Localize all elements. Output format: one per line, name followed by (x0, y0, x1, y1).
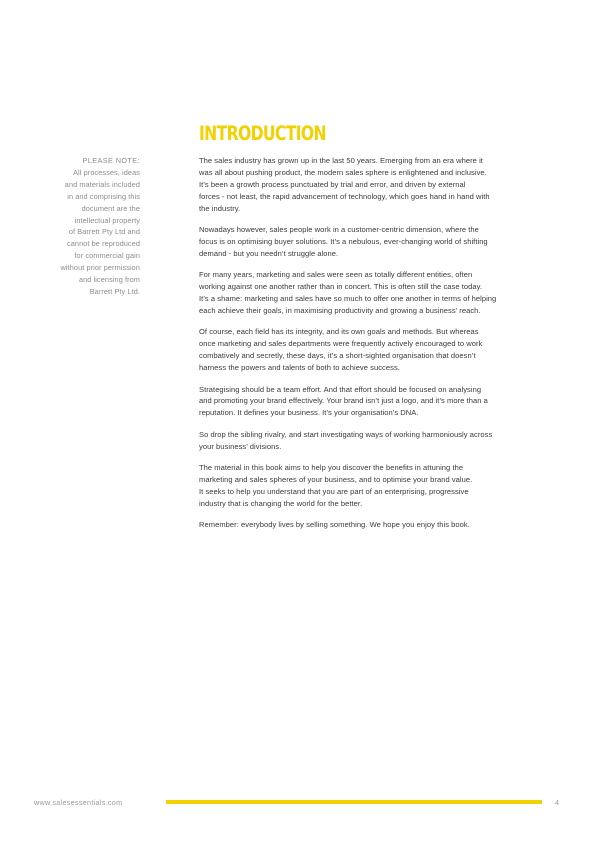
note-line: Barrett Pty Ltd. (89, 286, 140, 296)
text-line: It’s been a growth process punctuated by trial and error, and driven by external (199, 179, 466, 189)
text-line: combatively and secretly, these days, it’s a short-sighted organisation that doesn’t (199, 351, 476, 361)
paragraph (199, 384, 564, 420)
page-number: 4 (555, 798, 559, 807)
note-line: and licensing from (78, 275, 140, 285)
note-line: without prior permission (60, 263, 140, 273)
text-line: the industry. (199, 203, 241, 213)
text-line: reputation. It defines your business. It’s your organisation’s DNA. (199, 408, 419, 418)
note-line: cannot be reproduced (67, 239, 140, 249)
text-line: For many years, marketing and sales were seen as totally different entities, often (199, 270, 473, 280)
note-line: for commercial gain (74, 251, 140, 261)
note-title: PLEASE NOTE: (82, 156, 140, 165)
text-line: and promoting your brand effectively. Your brand isn’t just a logo, and it’s more than a (199, 396, 488, 406)
note-line: of Barrett Pty Ltd and (68, 227, 140, 237)
text-line: Nowadays however, sales people work in a customer-centric dimension, where the (199, 225, 479, 235)
paragraph (199, 224, 564, 260)
text-line: was all about pushing product, the modern sales sphere is enlightened and inclusive. (199, 167, 487, 177)
text-line: So drop the sibling rivalry, and start investigating ways of working harmoniously across (199, 429, 493, 439)
paragraph (199, 269, 564, 317)
text-line: focus is on optimising buyer solutions. It’s a nebulous, ever-changing world of shifting (199, 236, 488, 246)
text-line: Of course, each field has its integrity, and its own goals and methods. But whereas (199, 327, 479, 337)
page-heading: INTRODUCTION (199, 122, 326, 145)
body-text (199, 155, 564, 541)
text-line: marketing and sales spheres of your business, and to optimise your brand value. (199, 474, 473, 484)
text-line: The material in this book aims to help you discover the benefits in attuning the (199, 463, 464, 473)
copyright-note (30, 155, 140, 298)
text-line: forces - not least, the rapid advancement of technology, which goes hand in hand with (199, 191, 490, 201)
paragraph (199, 519, 564, 531)
text-line: demand - but you needn’t struggle alone. (199, 248, 339, 258)
text-line: harness the powers and talents of both to achieve success. (199, 363, 400, 373)
text-line: working against one another rather than in concert. This is often still the case today. (199, 282, 483, 292)
footer-website-link[interactable]: www.salesessentials.com (34, 798, 123, 807)
note-line: All processes, ideas (73, 167, 140, 177)
text-line: your business’ divisions. (199, 441, 282, 451)
paragraph (199, 462, 564, 510)
text-line: The sales industry has grown up in the last 50 years. Emerging from an era where it (199, 156, 483, 165)
text-line: each achieve their goals, in maximising productivity and growing a business’ reach. (199, 305, 481, 315)
text-line: Strategising should be a team effort. And that effort should be focused on analysing (199, 384, 482, 394)
text-line: once marketing and sales departments were frequently actively encouraged to work (199, 339, 483, 349)
text-line: Remember: everybody lives by selling something. We hope you enjoy this book. (199, 520, 470, 530)
note-line: and materials included (64, 179, 140, 189)
footer-accent-bar (166, 800, 542, 804)
paragraph (199, 155, 564, 215)
note-line: document are the (81, 203, 140, 213)
paragraph (199, 326, 564, 374)
text-line: It’s a shame: marketing and sales have so much to offer one another in terms of helping (199, 294, 497, 304)
note-line: in and comprising this (67, 191, 140, 201)
text-line: It seeks to help you understand that you are part of an enterprising, progressive (199, 486, 469, 496)
note-line: intellectual property (74, 215, 140, 225)
paragraph (199, 429, 564, 453)
text-line: industry that is changing the world for the better. (199, 498, 363, 508)
